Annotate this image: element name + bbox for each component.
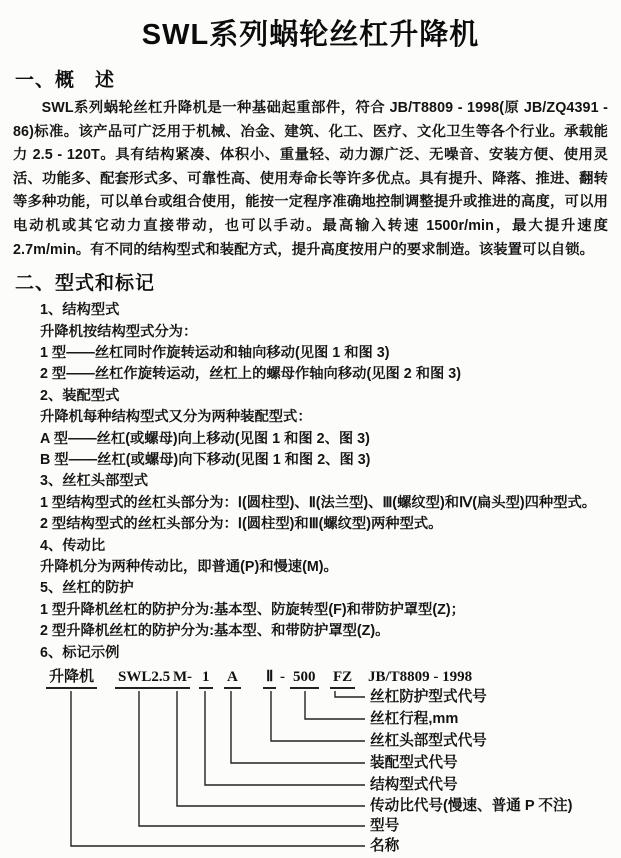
section-overview-heading: 一、概 述 — [15, 70, 116, 91]
list-item: 升降机每种结构型式又分为两种装配型式： — [40, 409, 312, 426]
list-item: 升降机分为两种传动比，即普通(P)和慢速(M)。 — [40, 559, 338, 576]
overview-paragraph: SWL系列蜗轮丝杠升降机是一种基础起重部件，符合 JB/T8809 - 1998(原 JB/ZQ4391 - 86)标准。该产品可广泛用于机械、冶金、建筑、化工、医疗、文化卫生等各个行业。承载能力 2.5 - 120T。具有结构紧凑、体积小、重量轻、动力源广泛、无噪音、安装方便、使用灵活、功能多、配套形式多、可靠性高、使用寿命长等许多优点。具有提升、降落、推进、翻转等多种功能，可以单台或组合使用，能按一定程序准确地控制调整提升或推进的高度，可以用电动机或其它动力直接带动，也可以手动。最高输入转速 1500r/min，最大提升速度 2.7m/min。有不同的结构型式和装配方式，提升高度按用户的要求制造。该装置可以自锁。 — [13, 100, 608, 258]
marking-label-structure: 结构型式代号 — [370, 777, 458, 794]
marking-part-head: Ⅱ — [263, 668, 276, 689]
marking-dash: - — [280, 669, 285, 686]
marking-label-travel: 丝杠行程,mm — [370, 711, 459, 728]
list-item: 6、标记示例 — [40, 644, 120, 661]
marking-part-name: 升降机 — [46, 668, 97, 689]
marking-part-model: SWL2.5 — [115, 668, 173, 689]
marking-part-standard: JB/T8809 - 1998 — [368, 669, 473, 686]
list-item: A 型——丝杠(或螺母)向上移动(见图 1 和图 2、图 3) — [40, 430, 370, 447]
list-item: 5、丝杠的防护 — [40, 580, 134, 597]
section-types-heading: 二、型式和标记 — [15, 273, 156, 295]
marking-label-model: 型号 — [370, 818, 400, 835]
list-item: 升降机按结构型式分为： — [40, 323, 198, 340]
list-item: 2 型升降机丝杠的防护分为:基本型、和带防护罩型(Z)。 — [40, 623, 390, 640]
list-item: 1 型——丝杠同时作旋转运动和轴向移动(见图 1 和图 3) — [40, 344, 390, 361]
marking-part-structure: 1 — [199, 668, 213, 689]
marking-label-protection: 丝杠防护型式代号 — [370, 689, 487, 706]
list-item: 2 型结构型式的丝杠头部分为：Ⅰ(圆柱型)和Ⅲ(螺纹型)两种型式。 — [40, 516, 443, 533]
list-item: B 型——丝杠(或螺母)向下移动(见图 1 和图 2、图 3) — [40, 452, 371, 468]
list-item: 1 型结构型式的丝杠头部分为：Ⅰ(圆柱型)、Ⅱ(法兰型)、Ⅲ(螺纹型)和Ⅳ(扁头型)四种型式。 — [40, 494, 597, 511]
marking-example-diagram — [13, 668, 608, 858]
marking-part-assembly: A — [224, 668, 241, 689]
list-item: 4、传动比 — [40, 537, 106, 554]
marking-dash: - — [187, 669, 192, 686]
marking-connector-lines — [13, 668, 608, 858]
marking-label-head: 丝杠头部型式代号 — [370, 733, 487, 750]
marking-label-ratio: 传动比代号(慢速、普通 P 不注) — [370, 798, 573, 815]
list-item: 2、装配型式 — [40, 387, 120, 404]
marking-part-ratio: M — [170, 668, 190, 689]
list-item: 3、丝杠头部型式 — [40, 473, 149, 490]
page-title: SWL系列蜗轮丝杠升降机 — [141, 19, 480, 51]
marking-label-assembly: 装配型式代号 — [370, 755, 458, 772]
list-item: 1、结构型式 — [40, 302, 120, 319]
marking-part-travel: 500 — [290, 668, 319, 689]
type-and-marking-list — [40, 300, 608, 664]
marking-label-name: 名称 — [370, 838, 400, 855]
list-item: 1 型升降机丝杠的防护分为:基本型、防旋转型(F)和带防护罩型(Z)； — [40, 601, 465, 618]
list-item: 2 型——丝杠作旋转运动，丝杠上的螺母作轴向移动(见图 2 和图 3) — [40, 366, 461, 383]
marking-part-protection: FZ — [330, 668, 355, 689]
